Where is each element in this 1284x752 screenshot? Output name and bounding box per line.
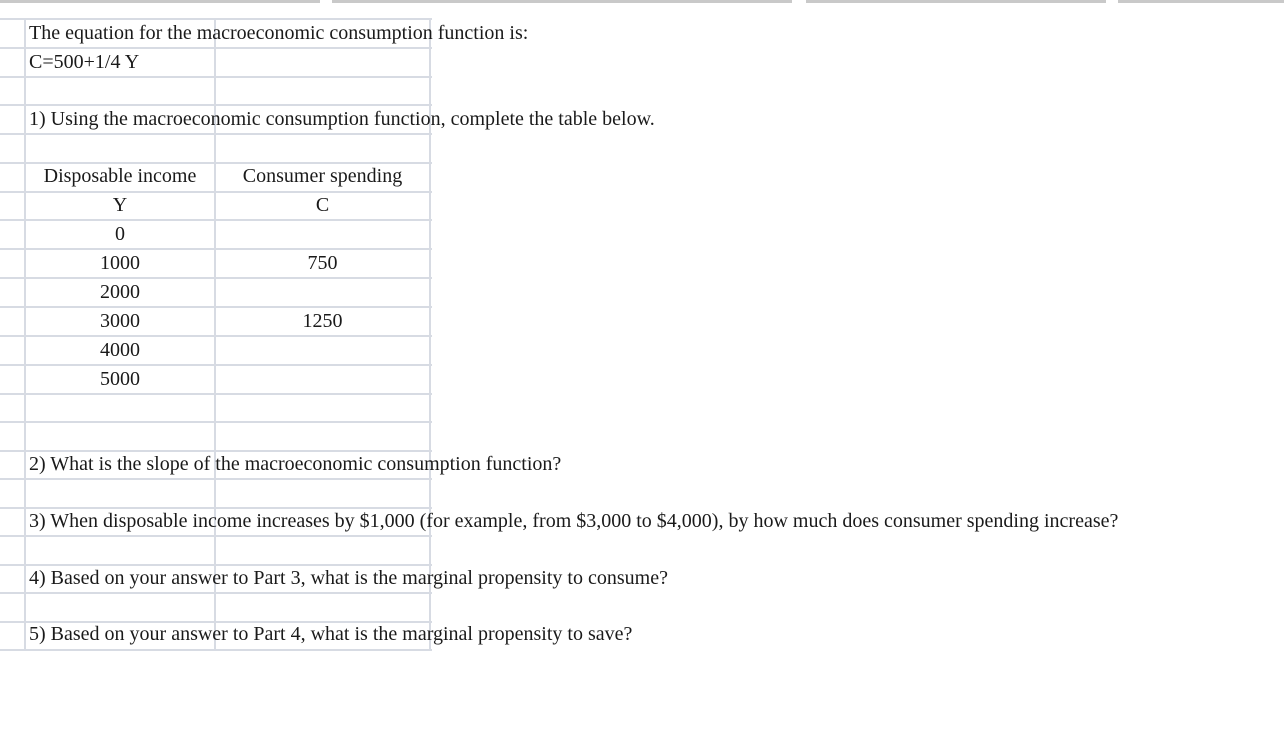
question-4: 4) Based on your answer to Part 3, what is the marginal propensity to consume? <box>29 567 668 589</box>
grid-line <box>0 535 432 537</box>
intro-line-1: The equation for the macroeconomic consumption function is: <box>29 22 529 44</box>
question-2: 2) What is the slope of the macroeconomic consumption function? <box>29 453 562 475</box>
grid-line <box>0 421 432 423</box>
consumption-equation: C=500+1/4 Y <box>29 51 140 73</box>
top-bar-segment <box>332 0 792 3</box>
top-bar-segment <box>1118 0 1284 3</box>
table-cell-y: 4000 <box>100 339 140 361</box>
table-cell-y: 2000 <box>100 281 140 303</box>
question-5: 5) Based on your answer to Part 4, what is the marginal propensity to save? <box>29 623 633 645</box>
table-cell-c[interactable]: 750 <box>307 252 338 274</box>
table-cell-y: 5000 <box>100 368 140 390</box>
grid-line <box>0 592 432 594</box>
table-cell-c[interactable]: 1250 <box>302 310 343 332</box>
table-cell-y: 1000 <box>100 252 140 274</box>
table-cell-y: 3000 <box>100 310 140 332</box>
table-header-disposable-income: Disposable income <box>43 165 197 187</box>
top-bar-segment <box>0 0 320 3</box>
question-3: 3) When disposable income increases by $1,000 (for example, from $3,000 to $4,000), by how much does consumer spending increase? <box>29 510 1119 532</box>
top-bar-segment <box>806 0 1106 3</box>
question-1: 1) Using the macroeconomic consumption function, complete the table below. <box>29 108 655 130</box>
grid-line <box>0 133 432 135</box>
grid-line <box>0 649 432 651</box>
grid-line <box>0 393 432 395</box>
grid-line <box>0 76 432 78</box>
table-header-consumer-spending: Consumer spending <box>242 165 403 187</box>
table-subheader-c: C <box>315 194 330 216</box>
table-subheader-y: Y <box>112 194 128 216</box>
grid-line <box>0 478 432 480</box>
table-cell-y: 0 <box>115 223 125 245</box>
